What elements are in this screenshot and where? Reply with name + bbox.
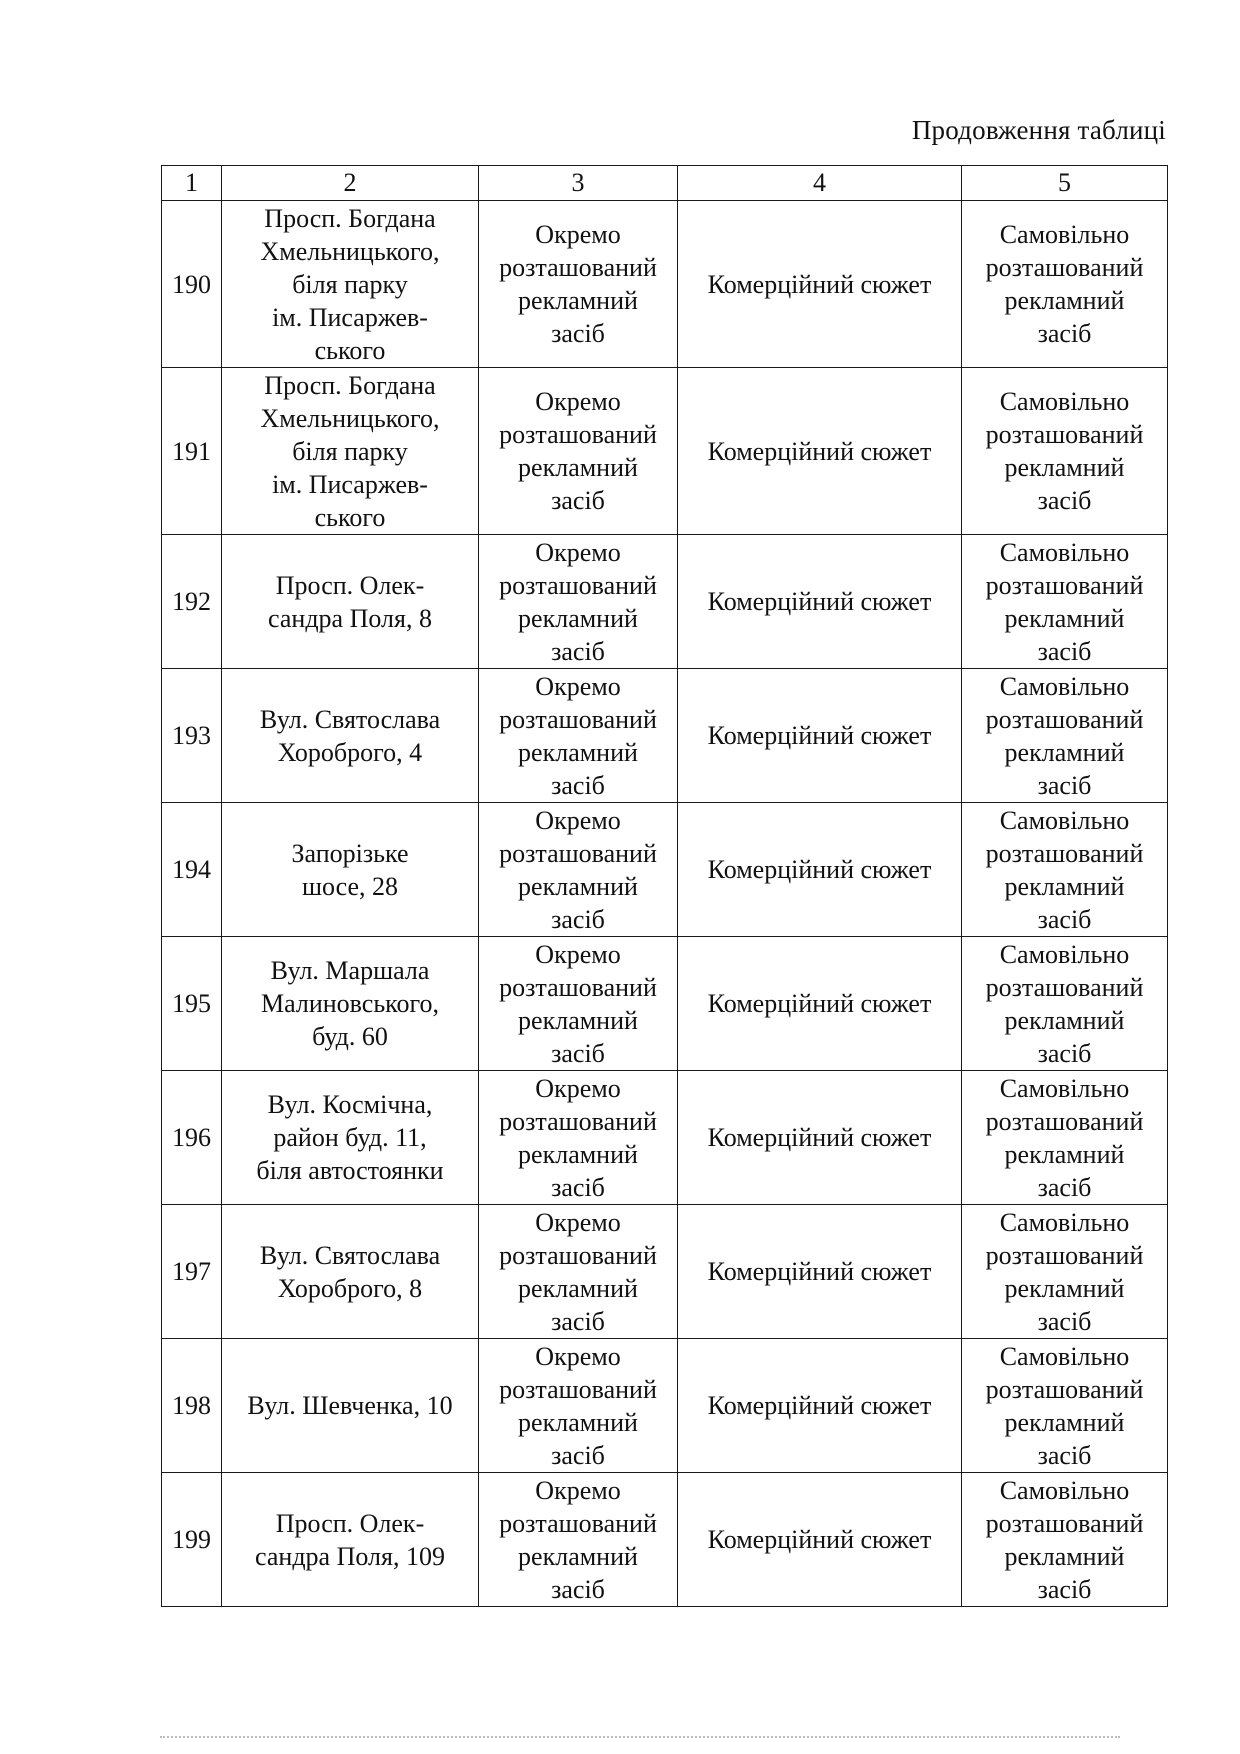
row-number: 191	[162, 368, 222, 535]
row-status: Самовільно розташований рекламний засіб	[962, 535, 1168, 669]
table-row	[162, 1339, 1168, 1473]
row-status: Самовільно розташований рекламний засіб	[962, 1205, 1168, 1339]
row-address: Вул. Святослава Хороброго, 4	[222, 669, 479, 803]
row-type: Окремо розташований рекламний засіб	[479, 1071, 678, 1205]
row-type: Окремо розташований рекламний засіб	[479, 803, 678, 937]
row-number: 199	[162, 1473, 222, 1607]
row-address: Вул. Космічна, район буд. 11, біля автостоянки	[222, 1071, 479, 1205]
row-address: Просп. Богдана Хмельницького, біля парку ім. Писаржев- ського	[222, 201, 479, 368]
row-type: Окремо розташований рекламний засіб	[479, 201, 678, 368]
row-address: Запорізьке шосе, 28	[222, 803, 479, 937]
row-type: Окремо розташований рекламний засіб	[479, 669, 678, 803]
row-content: Комерційний сюжет	[678, 1339, 962, 1473]
row-status: Самовільно розташований рекламний засіб	[962, 368, 1168, 535]
column-number: 3	[479, 166, 678, 201]
row-status: Самовільно розташований рекламний засіб	[962, 1339, 1168, 1473]
row-type: Окремо розташований рекламний засіб	[479, 368, 678, 535]
row-content: Комерційний сюжет	[678, 669, 962, 803]
row-status: Самовільно розташований рекламний засіб	[962, 1473, 1168, 1607]
row-content: Комерційний сюжет	[678, 201, 962, 368]
row-number: 194	[162, 803, 222, 937]
table-row	[162, 535, 1168, 669]
row-status: Самовільно розташований рекламний засіб	[962, 937, 1168, 1071]
row-content: Комерційний сюжет	[678, 1205, 962, 1339]
table-row	[162, 1071, 1168, 1205]
row-status: Самовільно розташований рекламний засіб	[962, 201, 1168, 368]
table-row	[162, 201, 1168, 368]
row-content: Комерційний сюжет	[678, 803, 962, 937]
table-row	[162, 1205, 1168, 1339]
row-address: Вул. Маршала Малиновського, буд. 60	[222, 937, 479, 1071]
table-row	[162, 368, 1168, 535]
row-number: 198	[162, 1339, 222, 1473]
row-number: 197	[162, 1205, 222, 1339]
row-status: Самовільно розташований рекламний засіб	[962, 669, 1168, 803]
table-row	[162, 1473, 1168, 1607]
table-row	[162, 669, 1168, 803]
row-type: Окремо розташований рекламний засіб	[479, 535, 678, 669]
column-number-row	[162, 166, 1168, 201]
row-number: 192	[162, 535, 222, 669]
column-number: 5	[962, 166, 1168, 201]
column-number: 1	[162, 166, 222, 201]
row-content: Комерційний сюжет	[678, 1473, 962, 1607]
row-content: Комерційний сюжет	[678, 937, 962, 1071]
table-row	[162, 937, 1168, 1071]
row-address: Просп. Богдана Хмельницького, біля парку ім. Писаржев- ського	[222, 368, 479, 535]
row-address: Вул. Шевченка, 10	[222, 1339, 479, 1473]
row-number: 196	[162, 1071, 222, 1205]
row-type: Окремо розташований рекламний засіб	[479, 937, 678, 1071]
advertising-table	[161, 165, 1168, 1607]
row-address: Просп. Олек- сандра Поля, 109	[222, 1473, 479, 1607]
row-content: Комерційний сюжет	[678, 535, 962, 669]
row-content: Комерційний сюжет	[678, 1071, 962, 1205]
row-address: Вул. Святослава Хороброго, 8	[222, 1205, 479, 1339]
row-number: 195	[162, 937, 222, 1071]
row-content: Комерційний сюжет	[678, 368, 962, 535]
scan-artifact-line	[160, 1736, 1120, 1744]
row-type: Окремо розташований рекламний засіб	[479, 1339, 678, 1473]
row-status: Самовільно розташований рекламний засіб	[962, 803, 1168, 937]
table-continuation-label: Продовження таблиці	[911, 115, 1166, 145]
row-number: 190	[162, 201, 222, 368]
row-type: Окремо розташований рекламний засіб	[479, 1205, 678, 1339]
column-number: 2	[222, 166, 479, 201]
row-type: Окремо розташований рекламний засіб	[479, 1473, 678, 1607]
row-address: Просп. Олек- сандра Поля, 8	[222, 535, 479, 669]
row-status: Самовільно розташований рекламний засіб	[962, 1071, 1168, 1205]
table-row	[162, 803, 1168, 937]
row-number: 193	[162, 669, 222, 803]
column-number: 4	[678, 166, 962, 201]
